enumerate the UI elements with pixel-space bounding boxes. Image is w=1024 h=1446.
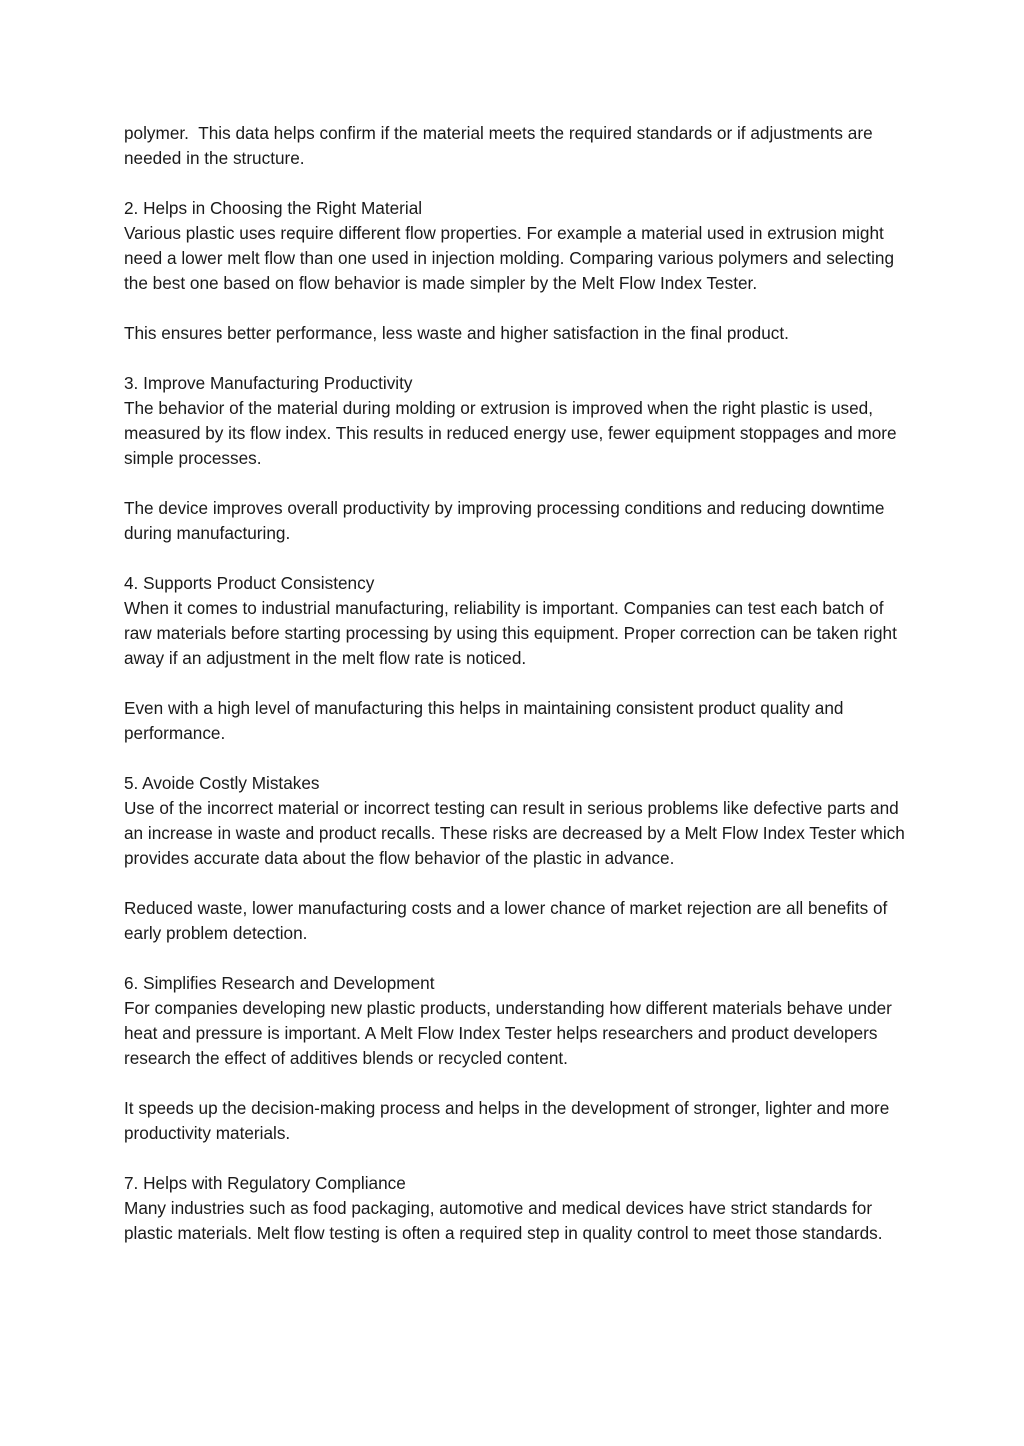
section-5-heading: 5. Avoide Costly Mistakes: [124, 773, 320, 793]
section-2-heading: 2. Helps in Choosing the Right Material: [124, 198, 423, 218]
section-7-heading: 7. Helps with Regulatory Compliance: [124, 1173, 406, 1193]
section-5-body: Use of the incorrect material or incorrect testing can result in serious problems like defective parts and an increase in waste and product recalls. These risks are decreased by a Melt Flow Index Tester which provides accurate data about the flow behavior of the plastic in advance.: [124, 798, 910, 868]
section-2-body: Various plastic uses require different flow properties. For example a material used in extrusion might need a lower melt flow than one used in injection molding. Comparing various polymers and selecting the best one based on flow behavior is made simpler by the Melt Flow Index Tester.: [124, 223, 899, 293]
section-6-note: It speeds up the decision-making process and helps in the development of stronger, lighter and more productivity materials.: [124, 1098, 895, 1143]
section-7-body: Many industries such as food packaging, automotive and medical devices have strict standards for plastic materials. Melt flow testing is often a required step in quality control to meet those standards.: [124, 1198, 883, 1243]
section-4-heading: 4. Supports Product Consistency: [124, 573, 375, 593]
intro-paragraph: polymer. This data helps confirm if the material meets the required standards or if adjustments are needed in the structure.: [124, 123, 878, 168]
section-5-note: Reduced waste, lower manufacturing costs and a lower chance of market rejection are all benefits of early problem detection.: [124, 898, 893, 943]
section-4-body: When it comes to industrial manufacturing, reliability is important. Companies can test each batch of raw materials before starting processing by using this equipment. Proper correction can be taken right away if an adjustment in the melt flow rate is noticed.: [124, 598, 902, 668]
section-3-body: The behavior of the material during molding or extrusion is improved when the right plastic is used, measured by its flow index. This results in reduced energy use, fewer equipment stoppages and more simple processes.: [124, 398, 902, 468]
section-6-body: For companies developing new plastic products, understanding how different materials behave under heat and pressure is important. A Melt Flow Index Tester helps researchers and product developers research the effect of additives blends or recycled content.: [124, 998, 897, 1068]
document-body: [124, 121, 914, 1271]
section-3-heading: 3. Improve Manufacturing Productivity: [124, 373, 413, 393]
section-4-note: Even with a high level of manufacturing this helps in maintaining consistent product quality and performance.: [124, 698, 849, 743]
section-3-note: The device improves overall productivity by improving processing conditions and reducing downtime during manufacturing.: [124, 498, 890, 543]
section-6-heading: 6. Simplifies Research and Development: [124, 973, 435, 993]
section-2-note: This ensures better performance, less waste and higher satisfaction in the final product.: [124, 323, 789, 343]
